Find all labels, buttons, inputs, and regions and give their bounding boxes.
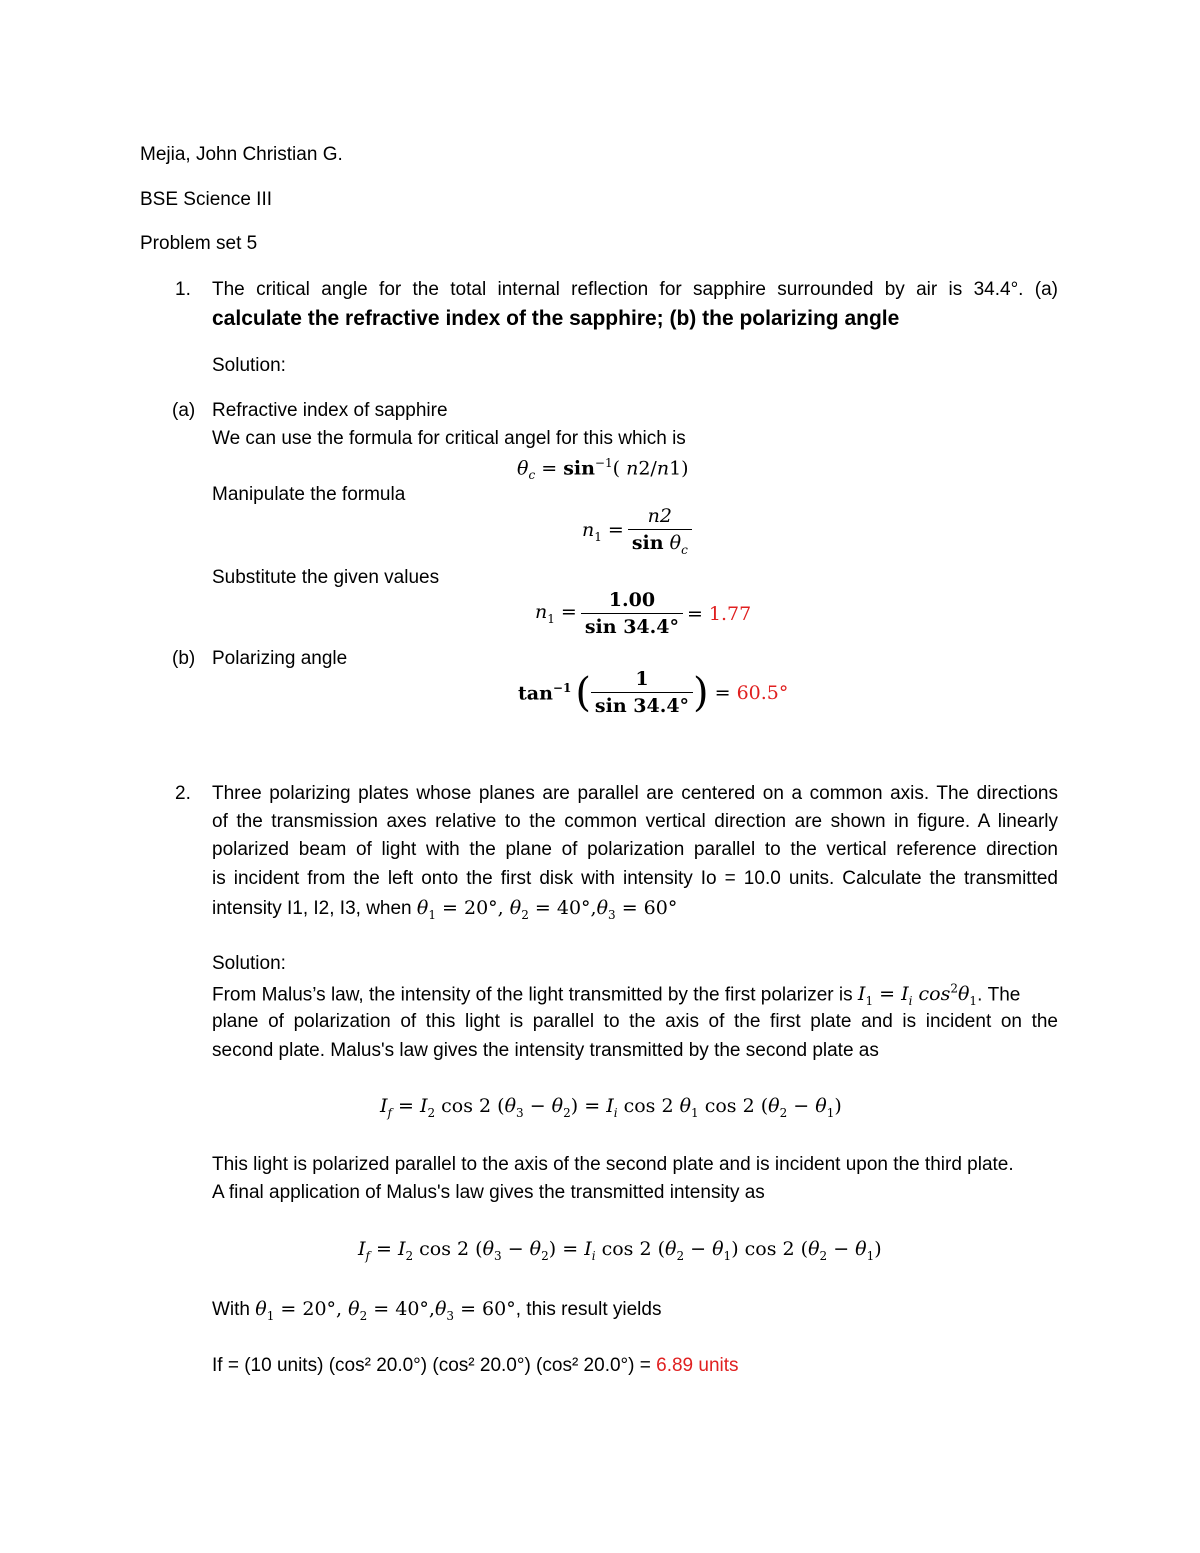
refractive-index-calculation: $n_1$ = $\frac{1.00}{\sin 34.4^\circ}$ = 1.77: [535, 589, 752, 638]
equation-2: $I_f = I_2$ cos 2 $(\theta_3 - \theta_2) = I_i$ cos 2 $(\theta_2 - \theta_1)$ cos 2 $(\theta_2 - \theta_1)$: [358, 1238, 882, 1263]
problem-2-statement-line-1: Three polarizing plates whose planes are parallel are centered on a common axis. The directions: [212, 783, 1058, 804]
polarizing-equals: =: [714, 681, 731, 704]
problem-1-statement-line-2: calculate the refractive index of the sapphire; (b) the polarizing angle: [212, 307, 900, 330]
with-values-line: [212, 1298, 661, 1323]
para1-line-3: second plate. Malus's law gives the intensity transmitted by the second plate as: [212, 1040, 879, 1061]
final-answer: 6.89 units: [656, 1355, 739, 1376]
problem-2-statement-line-5: [212, 897, 677, 922]
problem-2-number: 2.: [175, 783, 191, 804]
final-result-line: [212, 1355, 739, 1377]
with-angles: $\theta_1 = 20^\circ$, $\theta_2 = 40^\circ,\theta_3 = 60^\circ$: [255, 1298, 516, 1323]
formula3-numerator: 1.00: [608, 589, 656, 611]
equation-1: $I_f = I_2$ cos 2 $(\theta_3 - \theta_2) = I_i$ cos 2 $\theta_1$ cos 2 $(\theta_2 - \theta_1)$: [380, 1095, 842, 1120]
polarizing-angle-answer: 60.5°: [736, 681, 789, 704]
course-label: BSE Science III: [140, 189, 273, 210]
final-expression: If = (10 units) (cos² 20.0°) (cos² 20.0°) (cos² 20.0°) =: [212, 1355, 651, 1376]
problem-1-number: 1.: [175, 279, 191, 300]
refractive-index-answer: 1.77: [708, 602, 752, 625]
para1-line-1: [212, 982, 1020, 1008]
part-a-title: Refractive index of sapphire: [212, 400, 448, 421]
formula3-equals: =: [686, 602, 703, 625]
polarizing-angle-calculation: $\tan^{-1}$ ( $\frac{1}{\sin 34.4^\circ}$ ) = 60.5°: [518, 668, 789, 717]
with-suffix: , this result yields: [515, 1299, 662, 1320]
polarizing-denominator: sin 34.4°: [591, 692, 693, 717]
statement-angles: $\theta_1 = 20^\circ$, $\theta_2 = 40^\circ,\theta_3 = 60^\circ$: [416, 897, 678, 922]
polarizing-numerator: 1: [635, 668, 649, 690]
manipulated-formula: $n_1$ = $\frac{n2}{\sin \theta_c}$: [582, 505, 696, 557]
with-prefix: With: [212, 1299, 250, 1320]
part-a-text-2: Manipulate the formula: [212, 484, 406, 505]
author-name: Mejia, John Christian G.: [140, 144, 343, 165]
para2-line-1: This light is polarized parallel to the axis of the second plate and is incident upon the third plate.: [212, 1154, 1014, 1175]
part-a-label: (a): [172, 400, 196, 421]
part-b-label: (b): [172, 648, 196, 669]
para1-line-1-text: From Malus’s law, the intensity of the light transmitted by the first polarizer is: [212, 984, 853, 1006]
problem-2-statement-line-4: is incident from the left onto the first disk with intensity Io = 10.0 units. Calculate the transmitted: [212, 868, 1058, 889]
malus-first-polarizer-formula: $I_1 = I_i$ $\cos^2\theta_1$: [857, 982, 978, 1009]
statement-last-prefix: intensity I1, I2, I3, when: [212, 898, 412, 919]
problem-1-statement-line-1: The critical angle for the total internal reflection for sapphire surrounded by air is 34.4°. (a): [212, 279, 1058, 300]
problem-2-solution-label: Solution:: [212, 953, 286, 974]
para1-line-2: plane of polarization of this light is parallel to the axis of the first plate and is incident on the: [212, 1011, 1058, 1032]
part-a-text-1: We can use the formula for critical angel for this which is: [212, 428, 686, 449]
part-a-text-3: Substitute the given values: [212, 567, 440, 588]
document-title: Problem set 5: [140, 233, 258, 254]
problem-2-statement-line-2: of the transmission axes relative to the common vertical direction are shown in figure. A linearly: [212, 811, 1058, 832]
formula3-denominator: sin 34.4°: [581, 613, 683, 638]
critical-angle-formula: $\theta_c = \sin^{-1}$( n2/n1): [517, 456, 689, 483]
para1-line-1-end: . The: [977, 984, 1021, 1006]
para2-line-2: A final application of Malus's law gives the transmitted intensity as: [212, 1182, 765, 1203]
part-b-title: Polarizing angle: [212, 648, 348, 669]
formula2-numerator: n2: [647, 505, 672, 527]
problem-1-solution-label: Solution:: [212, 355, 286, 376]
problem-2-statement-line-3: polarized beam of light with the plane of polarization parallel to the vertical reference direction: [212, 839, 1058, 860]
